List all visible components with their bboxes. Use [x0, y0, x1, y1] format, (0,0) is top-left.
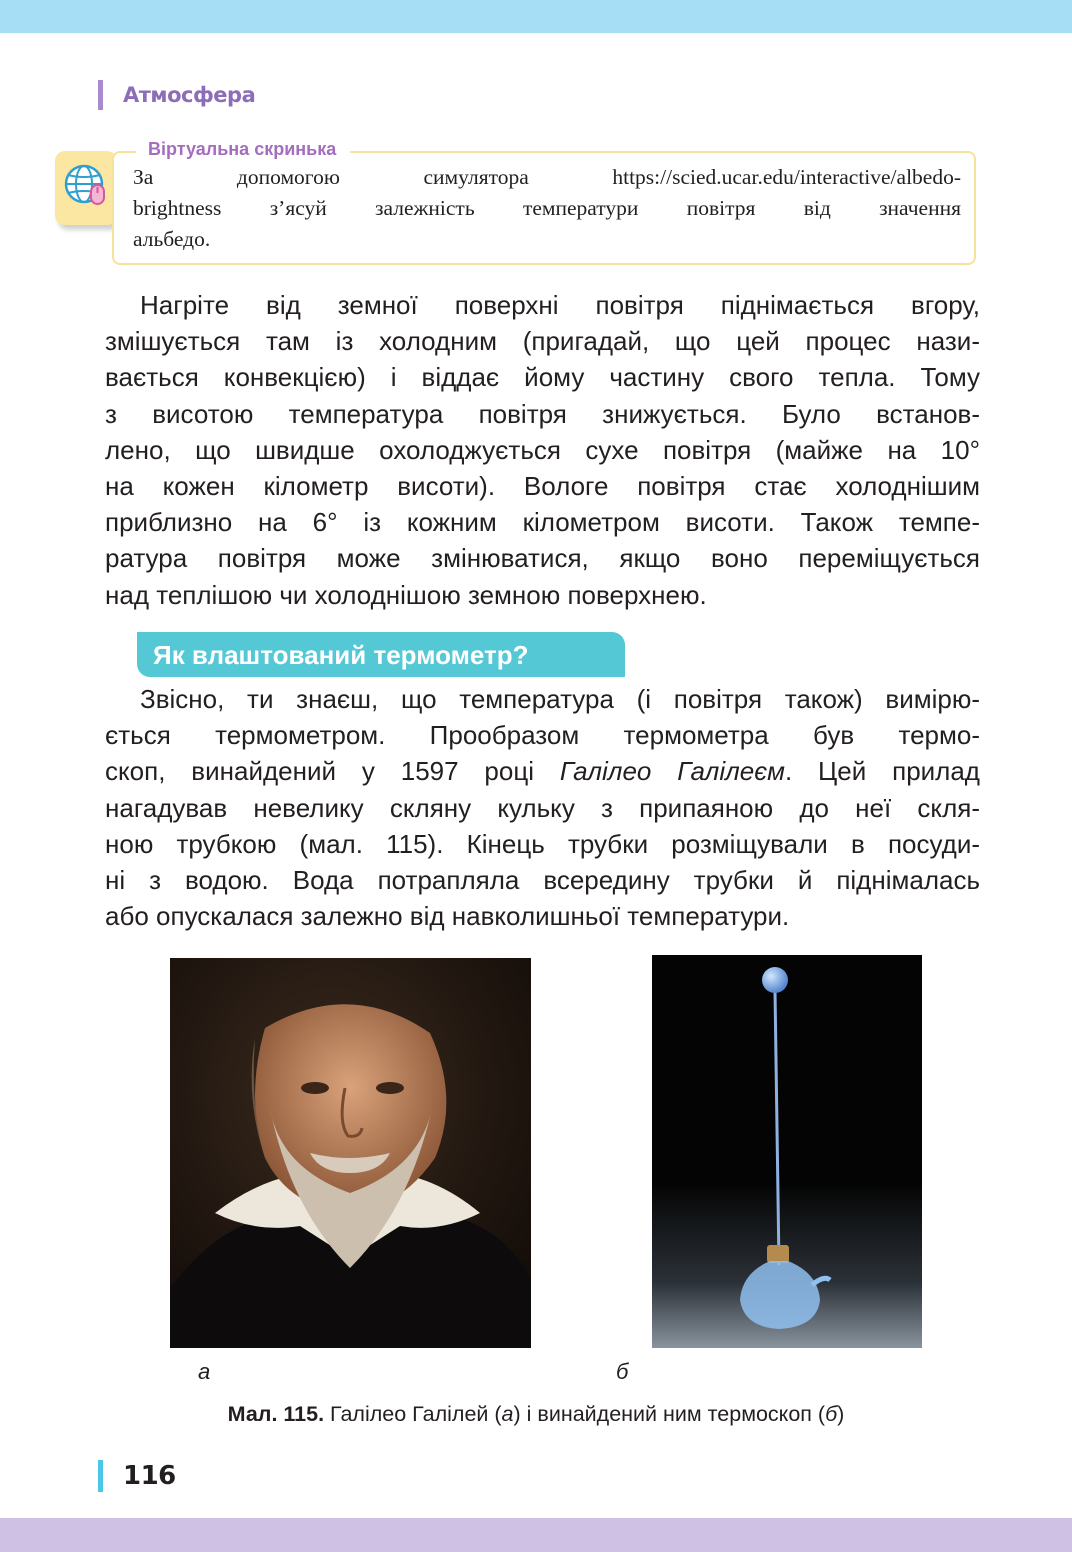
paragraph-line: Нагріте від земної поверхні повітря піднімається вгору,	[140, 290, 980, 320]
galileo-portrait-image	[170, 958, 531, 1348]
caption-number: Мал. 115.	[227, 1402, 325, 1426]
paragraph-line: вається конвекцією) і віддає йому частину свого тепла. Тому	[105, 362, 980, 393]
caption-text: Галілео Галілей (	[324, 1402, 502, 1426]
section-heading	[137, 632, 625, 677]
virtual-box-line: альбедо.	[133, 227, 211, 251]
paragraph-line: на кожен кілометр висоти). Вологе повітря стає холоднішим	[105, 471, 980, 502]
paragraph-line: ною трубкою (мал. 115). Кінець трубки розміщували в посуди-	[105, 828, 980, 859]
paragraph-line	[105, 753, 980, 789]
paragraph-line: ратура повітря може змінюватися, якщо воно переміщується	[105, 543, 980, 574]
paragraph-line: ні з водою. Вода потрапляла всередину трубки й піднімалась	[105, 865, 980, 896]
virtual-box-title: Віртуальна скринька	[136, 138, 350, 160]
paragraph-convection	[105, 287, 980, 613]
paragraph-line: з висотою температура повітря знижується. Було встанов-	[105, 398, 980, 429]
section-heading-text: Як влаштований термометр?	[153, 640, 529, 670]
caption-italic: б	[825, 1402, 838, 1426]
virtual-box-line: brightness з’ясуй залежність температури повітря від значення	[133, 196, 961, 220]
paragraph-line: нагадував невелику скляну кульку з припаяною до неї скля-	[105, 792, 980, 823]
caption-text: )	[837, 1402, 845, 1426]
virtual-box-line: За допомогою симулятора https://scied.ucar.edu/interactive/albedo-	[133, 165, 961, 189]
virtual-box-text	[133, 162, 961, 255]
galileo-name: Галілео Галілеєм	[559, 756, 785, 787]
paragraph-line: Звісно, ти знаєш, що температура (і повітря також) вимірю-	[140, 684, 980, 714]
bottom-color-bar	[0, 1518, 1072, 1552]
globe-mouse-icon	[55, 151, 117, 225]
paragraph-line: приблизно на 6° із кожним кілометром висоти. Також темпе-	[105, 507, 980, 538]
page-number-block	[98, 1460, 176, 1492]
figure-label-b: б	[616, 1359, 629, 1384]
caption-text: ) і винайдений ним термоскоп (	[513, 1402, 826, 1426]
paragraph-thermometer	[105, 681, 980, 934]
paragraph-line: або опускалася залежно від навколишньої температури.	[105, 901, 790, 932]
figure-caption	[0, 1402, 1072, 1427]
figure-label-a: а	[198, 1359, 211, 1384]
paragraph-line: над теплішою чи холоднішою земною поверхнею.	[105, 579, 707, 610]
thermoscope-image	[652, 955, 922, 1348]
section-marker	[98, 80, 103, 110]
paragraph-text: скоп, винайдений у 1597 році	[105, 756, 560, 787]
paragraph-text: . Цей прилад	[784, 756, 980, 787]
paragraph-line: лено, що швидше охолоджується сухе повітря (майже на 10°	[105, 434, 980, 465]
caption-italic: а	[501, 1402, 514, 1426]
paragraph-line: ється термометром. Прообразом термометра був термо-	[105, 720, 980, 751]
page-number: 116	[123, 1461, 176, 1491]
section-title: Атмосфера	[123, 83, 256, 107]
paragraph-line: змішується там із холодним (пригадай, що цей процес нази-	[105, 326, 980, 357]
top-color-bar	[0, 0, 1072, 33]
section-header	[98, 80, 255, 110]
page-marker	[98, 1460, 103, 1492]
